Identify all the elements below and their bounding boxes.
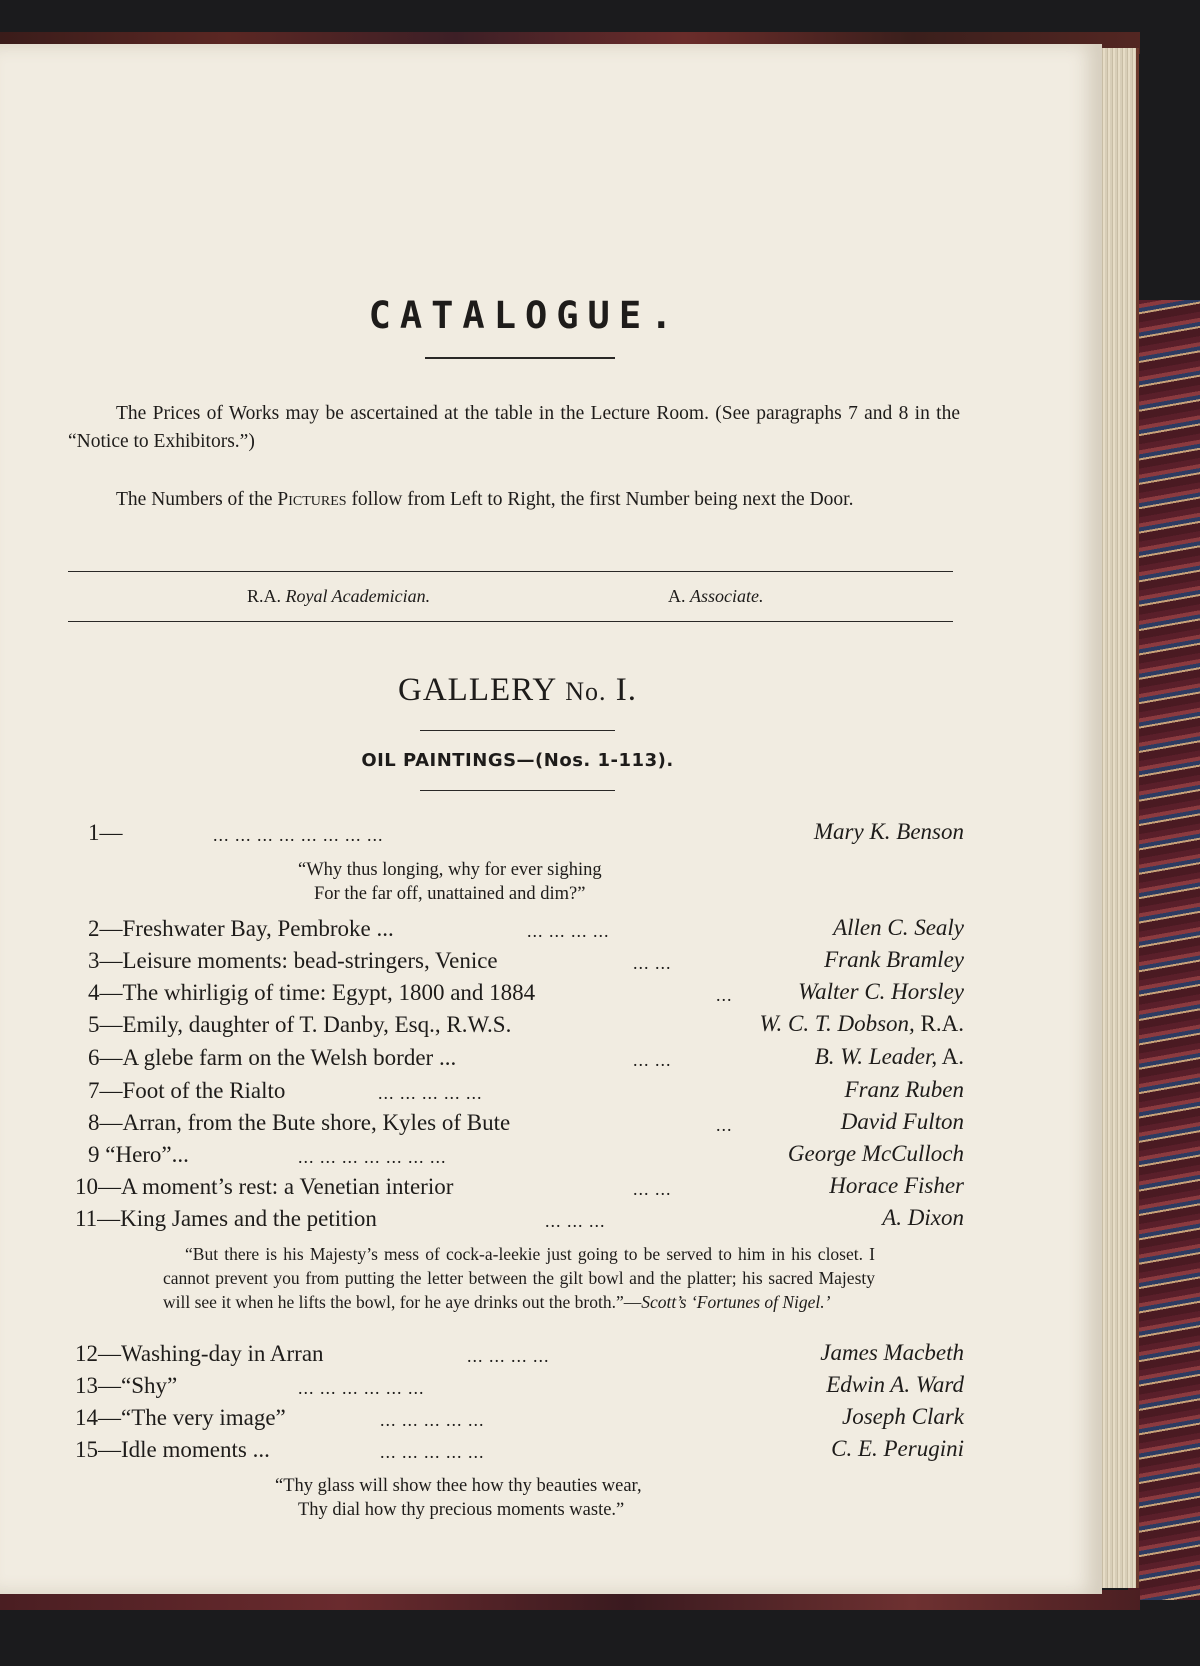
entry-3-artist-name: Frank Bramley	[824, 947, 964, 972]
intro-p2-start: The Numbers of the	[116, 489, 273, 510]
abbreviation-rule-bottom	[68, 621, 953, 622]
abbrev-a-value: Associate.	[690, 586, 764, 606]
entry-14-title: 14—“The very image”	[75, 1405, 286, 1430]
entry-4-title: 4—The whirligig of time: Egypt, 1800 and 1884	[88, 980, 536, 1005]
entry-3-title: 3—Leisure moments: bead-stringers, Venice	[88, 948, 498, 973]
entry-7-leaders: ... ... ... ... ...	[378, 1083, 483, 1103]
intro-p2-smallcaps: Pictures	[277, 489, 347, 510]
entry-15-title: 15—Idle moments ...	[75, 1437, 270, 1462]
entry-13-artist-name: Edwin A. Ward	[826, 1372, 964, 1397]
subtitle-rule	[420, 790, 615, 791]
quote-3-line-1: “Thy glass will show thee how thy beauties wear,	[275, 1476, 642, 1496]
title-underline	[425, 357, 615, 359]
entry-12-leaders: ... ... ... ...	[467, 1346, 550, 1366]
entry-2-artist-name: Allen C. Sealy	[833, 915, 964, 940]
abbrev-a-key: A.	[668, 586, 686, 606]
entry-1-title: 1—	[88, 820, 123, 845]
entry-14-leaders: ... ... ... ... ...	[380, 1410, 485, 1430]
entry-5-artist-rank: R.A.	[914, 1011, 964, 1036]
quote-1-line-1: “Why thus longing, why for ever sighing	[298, 860, 602, 880]
entry-14-artist-name: Joseph Clark	[841, 1404, 964, 1429]
entry-9-leaders: ... ... ... ... ... ... ...	[298, 1147, 447, 1167]
entry-7-artist-name: Franz Ruben	[844, 1077, 964, 1102]
entry-3-leaders: ... ...	[633, 953, 672, 973]
entry-3-artist	[824, 947, 964, 973]
abbreviation-rule-top	[68, 571, 953, 572]
abbrev-ra	[247, 586, 430, 607]
gallery-heading-num: I.	[615, 672, 637, 708]
entry-8-artist-name: David Fulton	[840, 1109, 964, 1134]
entry-2-artist	[833, 915, 964, 941]
entry-1-artist	[814, 819, 964, 845]
entry-8-leaders: ...	[716, 1115, 733, 1135]
gallery-rule	[420, 730, 615, 731]
entry-6-leaders: ... ...	[633, 1050, 672, 1070]
entry-9-artist	[788, 1141, 964, 1167]
entry-13-title: 13—“Shy”	[75, 1373, 178, 1398]
entry-10-artist	[829, 1173, 964, 1199]
entry-4-artist-name: Walter C. Horsley	[798, 979, 964, 1004]
quote-1-line-2: For the far off, unattained and dim?”	[314, 884, 586, 904]
intro-paragraph-prices: The Prices of Works may be ascertained at the table in the Lecture Room. (See paragraphs 7 and 8 in the “Notice to Exhibitors.”)	[68, 403, 960, 452]
entry-8-artist	[841, 1109, 964, 1135]
entry-15-artist-name: C. E. Perugini	[831, 1436, 964, 1461]
entry-12-title: 12—Washing-day in Arran	[75, 1341, 324, 1366]
entry-7-artist	[845, 1077, 964, 1103]
gallery-subtitle: OIL PAINTINGS—(Nos. 1-113).	[361, 750, 674, 771]
gallery-heading-word: GALLERY	[398, 672, 556, 708]
entry-11-leaders: ... ... ...	[545, 1211, 606, 1231]
entry-12-artist	[820, 1340, 964, 1366]
entry-6-artist	[815, 1044, 964, 1070]
entry-6-artist-name: B. W. Leader,	[814, 1044, 938, 1069]
abbrev-ra-value: Royal Academician.	[285, 586, 431, 606]
intro-p2-end: follow from Left to Right, the first Number being next the Door.	[351, 489, 854, 510]
entry-5-artist	[760, 1011, 965, 1037]
entry-6-title: 6—A glebe farm on the Welsh border ...	[88, 1045, 457, 1070]
entry-14-artist	[842, 1404, 964, 1430]
abbrev-ra-key: R.A.	[247, 586, 282, 606]
quote-2-text: “But there is his Majesty’s mess of cock-a-leekie just going to be served to him in his closet. I cannot prevent you from putting the letter between the gilt bowl and the platter; his sacred Majesty will see it when he lifts the bowl, for he aye drinks out the broth.”—	[163, 1244, 875, 1312]
entry-2-leaders: ... ... ... ...	[527, 921, 610, 941]
entry-15-artist	[831, 1436, 964, 1462]
catalogue-page	[0, 44, 1102, 1594]
entry-11-artist	[882, 1205, 964, 1231]
entry-7-title: 7—Foot of the Rialto	[88, 1078, 286, 1103]
quote-3-line-2: Thy dial how thy precious moments waste.”	[298, 1500, 625, 1520]
page-title: CATALOGUE.	[368, 294, 682, 337]
entry-1-artist-name: Mary K. Benson	[813, 819, 964, 844]
quote-2-source: Scott’s ‘Fortunes of Nigel.’	[641, 1292, 831, 1312]
entry-11-artist-name: A. Dixon	[882, 1205, 964, 1230]
entry-5-title: 5—Emily, daughter of T. Danby, Esq., R.W.S.	[88, 1012, 512, 1037]
entry-4-artist	[798, 979, 964, 1005]
entry-1-leaders: ... ... ... ... ... ... ... ...	[213, 825, 384, 845]
entry-9-artist-name: George McCulloch	[787, 1141, 964, 1166]
gallery-heading-no: No.	[565, 677, 607, 706]
entry-10-leaders: ... ...	[633, 1179, 672, 1199]
entry-10-title: 10—A moment’s rest: a Venetian interior	[75, 1174, 454, 1199]
entry-13-leaders: ... ... ... ... ... ...	[298, 1378, 425, 1398]
entry-10-artist-name: Horace Fisher	[829, 1173, 964, 1198]
abbrev-a	[668, 586, 764, 607]
entry-4-leaders: ...	[716, 985, 733, 1005]
entry-9-title: 9 “Hero”...	[88, 1142, 189, 1167]
entry-8-title: 8—Arran, from the Bute shore, Kyles of Bute	[88, 1110, 511, 1135]
quote-2-block	[163, 1242, 875, 1314]
entry-13-artist	[826, 1372, 964, 1398]
intro-paragraph-numbers	[68, 486, 960, 514]
entry-12-artist-name: James Macbeth	[820, 1340, 964, 1365]
entry-5-artist-name: W. C. T. Dobson,	[759, 1011, 915, 1036]
entry-6-artist-rank: A.	[937, 1044, 964, 1069]
entry-15-leaders: ... ... ... ... ...	[380, 1442, 485, 1462]
entry-11-title: 11—King James and the petition	[75, 1206, 377, 1231]
entry-2-title: 2—Freshwater Bay, Pembroke ...	[88, 916, 394, 941]
gallery-heading	[0, 672, 1035, 709]
